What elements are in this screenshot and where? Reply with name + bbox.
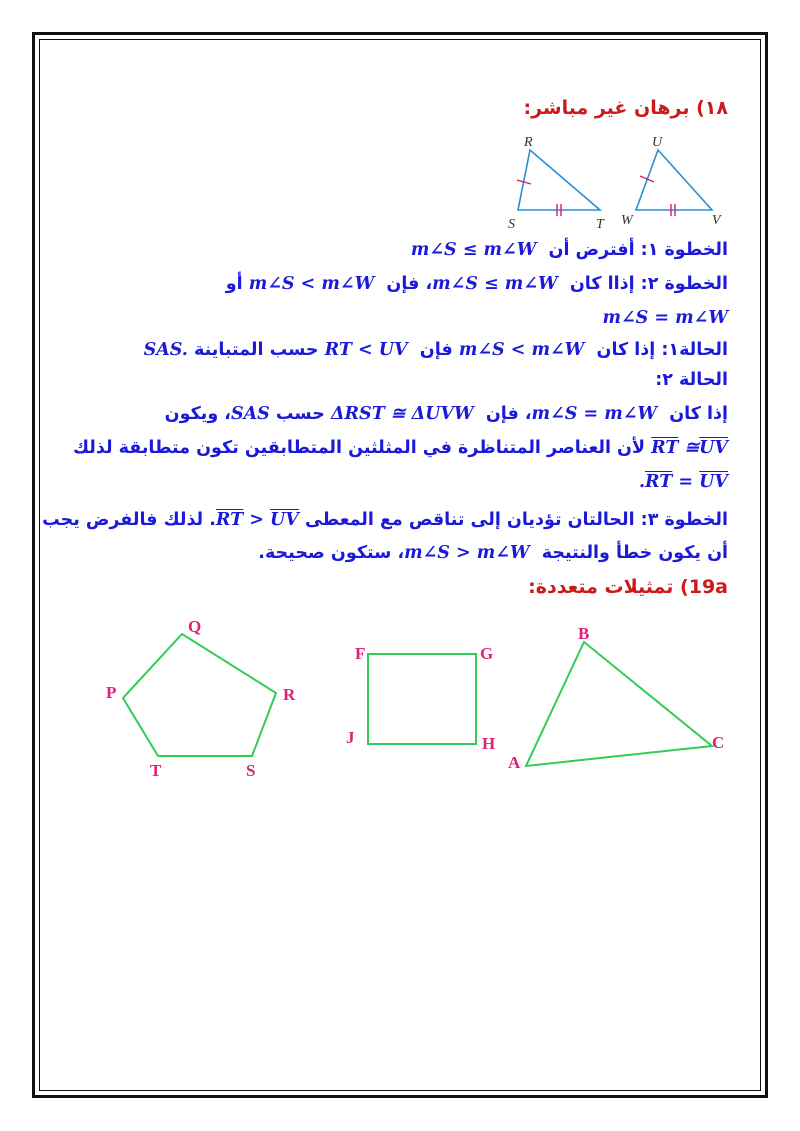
triangle-abc [526, 642, 712, 766]
step1-line: الخطوة ١: أفترض أن m∠S ≤ m∠W [410, 240, 728, 260]
label-W: W [621, 213, 633, 228]
case2-line1: إذا كان m∠S = m∠W، فإن ΔRST ≅ ΔUVW حسب SAS، ويكون [164, 404, 728, 424]
label-T-pent: T [150, 761, 162, 780]
label-A: A [508, 753, 521, 772]
step3-line1: الخطوة ٣: الحالتان تؤديان إلى تناقص مع المعطى $\overline{RT} > \overline{UV}$. لذلك فالفرض يجب [42, 510, 728, 530]
triangle-uwv [636, 150, 712, 210]
label-R: R [524, 135, 533, 150]
label-S: S [508, 217, 515, 232]
label-T: T [596, 217, 604, 232]
label-H: H [482, 734, 496, 753]
case2-line3: $.\overline{RT} = \overline{UV}$ [638, 472, 728, 492]
triangles-figure [500, 132, 740, 232]
rectangle [368, 654, 476, 744]
label-F: F [355, 644, 366, 663]
proof-heading: ١٨) برهان غير مباشر: [523, 97, 728, 119]
label-V: V [712, 213, 721, 228]
step3-line2: أن يكون خطأ والنتيجة m∠S > m∠W، ستكون صحيحة. [258, 543, 728, 563]
pentagon [123, 634, 276, 756]
case2-line2: $\overline{RT}$ $≅\overline{UV}$ لأن العناصر المتناظرة في المثلثين المتطابقين تكون متطابقة لذلك [73, 438, 728, 458]
label-G: G [480, 644, 494, 663]
label-C: C [712, 733, 725, 752]
case2-title: الحالة ٢: [655, 370, 728, 390]
label-S-pent: S [246, 761, 256, 780]
label-U: U [652, 135, 663, 150]
step2-line: الخطوة ٢: إذاا كان m∠S ≤ m∠W، فإن m∠S < m∠W أو [225, 274, 728, 294]
label-P: P [106, 683, 117, 702]
label-J: J [346, 728, 355, 747]
triangle-rst [518, 150, 600, 210]
step2-cont-line: m∠S = m∠W [602, 308, 728, 328]
multiple-representations-heading: 19a) تمثيلات متعددة: [528, 576, 728, 598]
label-B: B [578, 624, 590, 643]
label-R-pent: R [283, 685, 296, 704]
shapes-figure [80, 610, 740, 790]
case1-line: الحالة١: إذا كان m∠S < m∠W فإن RT < UV حسب المتباينة SAS. [143, 340, 728, 360]
label-Q: Q [188, 617, 202, 636]
